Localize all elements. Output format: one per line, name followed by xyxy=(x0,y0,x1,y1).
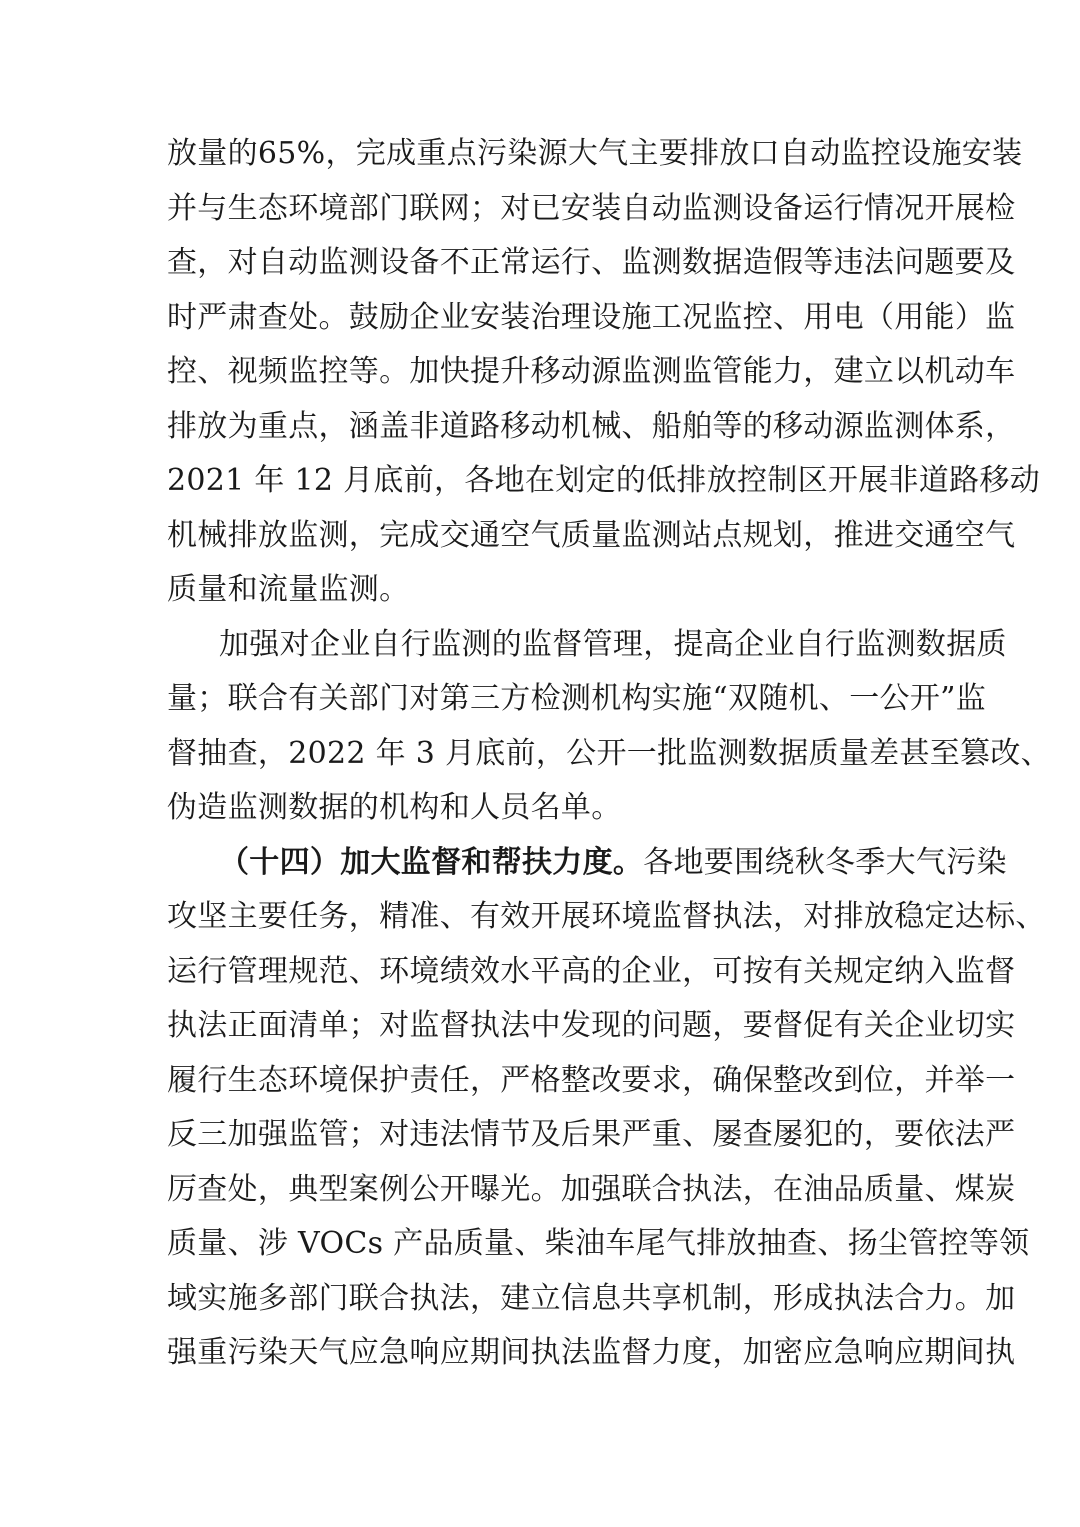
text-line: 时严肃查处。鼓励企业安装治理设施工况监控、用电（用能）监 xyxy=(167,299,1016,335)
text-line: 督抽查，2022 年 3 月底前，公开一批监测数据质量差甚至篡改、 xyxy=(167,735,1051,771)
text-line: 量；联合有关部门对第三方检测机构实施“双随机、一公开”监 xyxy=(167,681,987,716)
document-body xyxy=(167,131,1051,1385)
text-line: 攻坚主要任务，精准、有效开展环境监督执法，对排放稳定达标、 xyxy=(167,899,1046,934)
section-first-line-text: 各地要围绕秋冬季大气污染 xyxy=(643,844,1007,880)
text-line: 2021 年 12 月底前，各地在划定的低排放控制区开展非道路移动 xyxy=(167,463,1041,498)
text-line: 质量和流量监测。 xyxy=(167,572,410,607)
text-line: 强重污染天气应急响应期间执法监督力度，加密应急响应期间执 xyxy=(167,1335,1016,1370)
text-line: 控、视频监控等。加快提升移动源监测监管能力，建立以机动车 xyxy=(167,354,1016,389)
text-line: 执法正面清单；对监督执法中发现的问题，要督促有关企业切实 xyxy=(167,1008,1016,1043)
text-line: 运行管理规范、环境绩效水平高的企业，可按有关规定纳入监督 xyxy=(167,953,1016,989)
text-line: 放量的65%，完成重点污染源大气主要排放口自动监控设施安装 xyxy=(167,136,1023,171)
text-line: 质量、涉 VOCs 产品质量、柴油车尾气排放抽查、扬尘管控等领 xyxy=(167,1226,1030,1261)
section-first-line xyxy=(167,840,1007,895)
text-line: 域实施多部门联合执法，建立信息共享机制，形成执法合力。加 xyxy=(167,1280,1016,1316)
text-line: 履行生态环境保护责任，严格整改要求，确保整改到位，并举一 xyxy=(167,1062,1016,1098)
text-line: 机械排放监测，完成交通空气质量监测站点规划，推进交通空气 xyxy=(167,517,1016,553)
paragraph-first-line: 加强对企业自行监测的监督管理，提高企业自行监测数据质 xyxy=(219,626,1007,662)
text-line: 伪造监测数据的机构和人员名单。 xyxy=(167,790,622,825)
text-line: 厉查处，典型案例公开曝光。加强联合执法，在油品质量、煤炭 xyxy=(167,1171,1016,1207)
text-line: 查，对自动监测设备不正常运行、监测数据造假等违法问题要及 xyxy=(167,245,1016,280)
section-heading: （十四）加大监督和帮扶力度。 xyxy=(219,844,644,880)
text-line: 排放为重点，涵盖非道路移动机械、船舶等的移动源监测体系， xyxy=(167,408,1016,444)
text-line: 并与生态环境部门联网；对已安装自动监测设备运行情况开展检 xyxy=(167,190,1016,226)
text-line: 反三加强监管；对违法情节及后果严重、屡查屡犯的，要依法严 xyxy=(167,1117,1016,1152)
